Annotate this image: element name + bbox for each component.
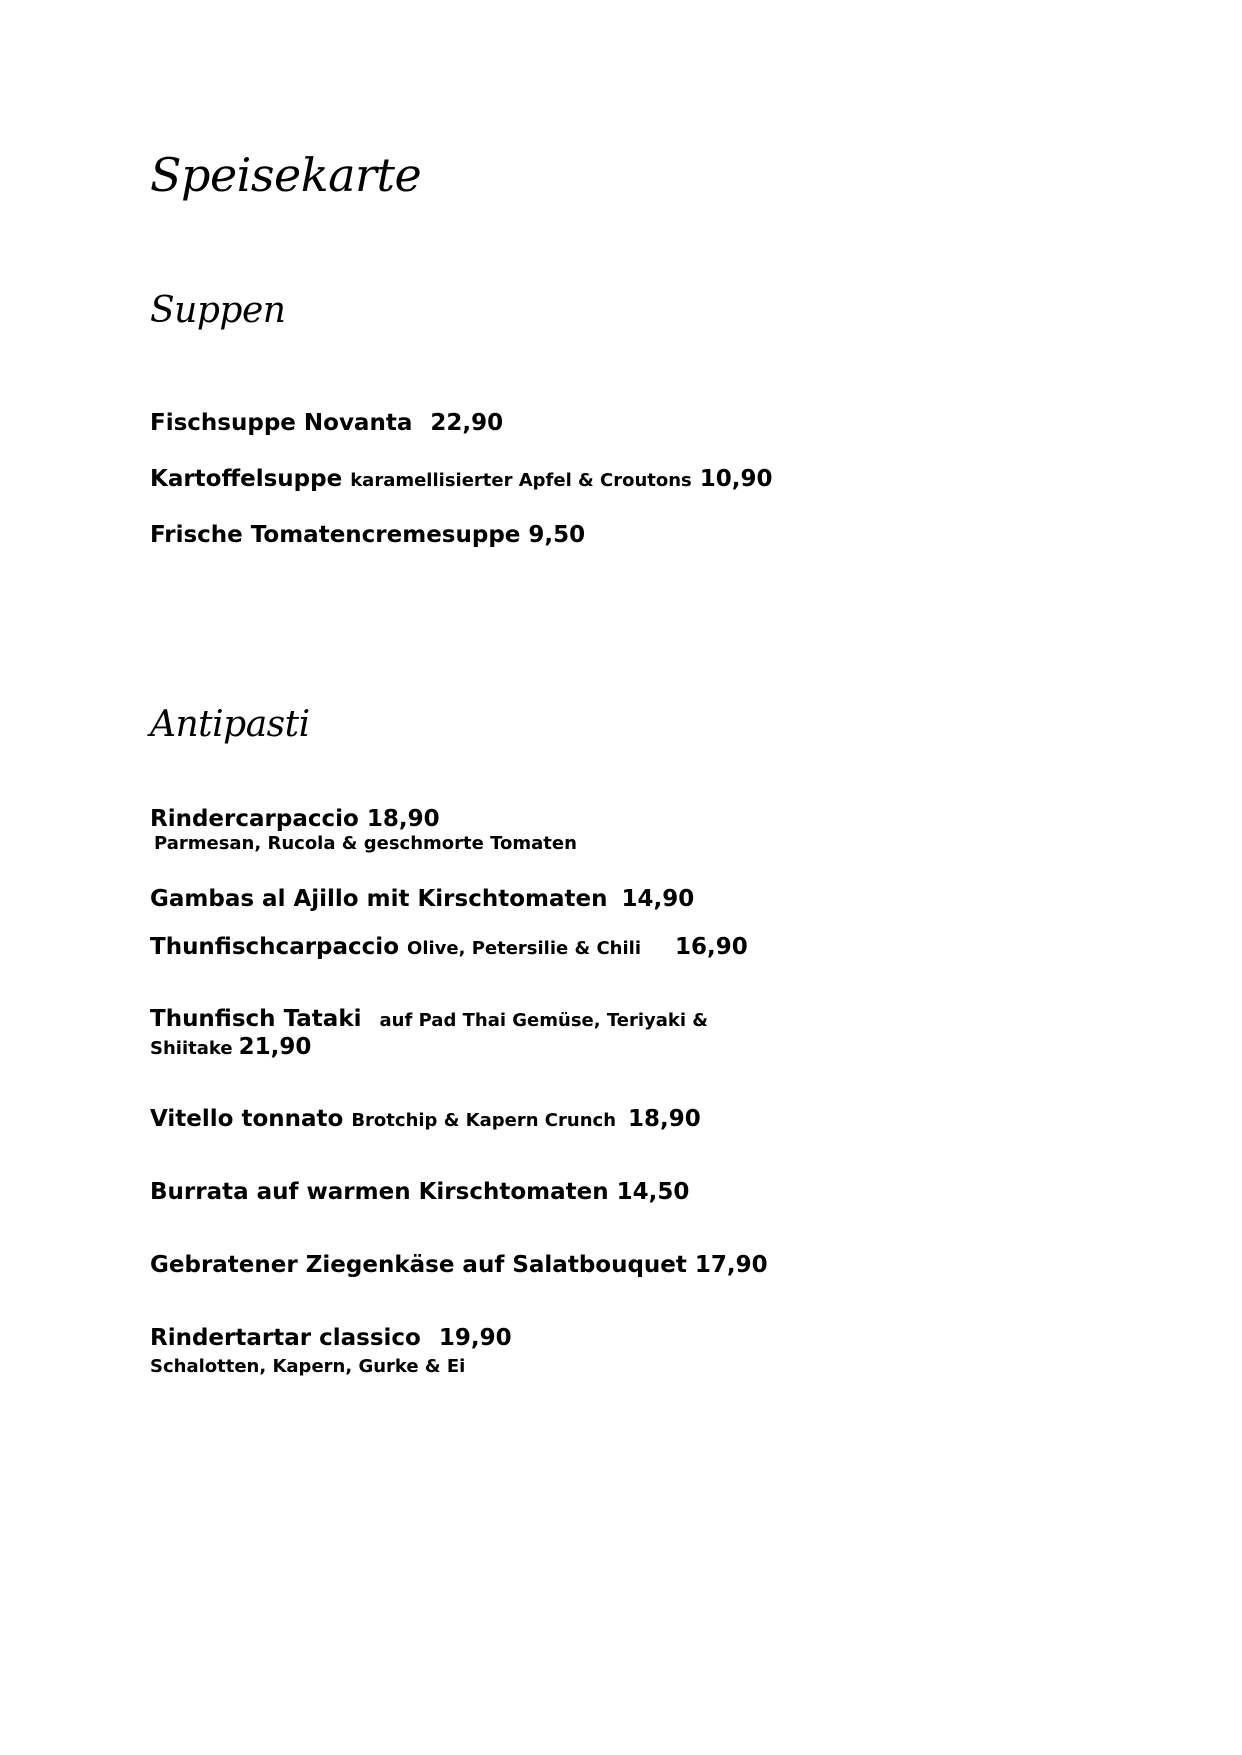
menu-item-gambas: [150, 884, 694, 914]
item-price: 14,50: [616, 1179, 690, 1205]
menu-item-tomatencremesuppe: [150, 520, 585, 550]
item-description: Parmesan, Rucola & geschmorte Tomaten: [154, 833, 577, 854]
item-name: Gebratener Ziegenkäse auf Salatbouquet: [150, 1252, 687, 1278]
item-name: Burrata auf warmen Kirschtomaten: [150, 1179, 609, 1205]
item-price: 19,90: [438, 1325, 512, 1351]
item-name: Rindertartar classico: [150, 1325, 421, 1351]
menu-item-kartoffelsuppe: [150, 464, 773, 496]
item-price: 18,90: [628, 1106, 701, 1132]
menu-item-thunfisch-tataki-line2: [150, 1032, 311, 1064]
item-price: 22,90: [430, 410, 504, 436]
item-name: Thunfisch Tataki: [150, 1006, 362, 1032]
section-heading-antipasti: Antipasti: [150, 704, 310, 745]
item-description: auf Pad Thai Gemüse, Teriyaki &: [379, 1010, 708, 1031]
menu-item-vitello-tonnato: [150, 1104, 701, 1136]
menu-item-fischsuppe: [150, 408, 503, 438]
item-description: Schalotten, Kapern, Gurke & Ei: [150, 1356, 466, 1377]
item-name: Thunfischcarpaccio: [150, 934, 399, 960]
item-description: Brotchip & Kapern Crunch: [351, 1110, 617, 1131]
item-name: Frische Tomatencremesuppe: [150, 522, 521, 548]
item-price: 17,90: [694, 1252, 768, 1278]
item-price: 18,90: [366, 806, 440, 832]
item-price: 16,90: [675, 934, 748, 960]
item-price: 9,50: [528, 522, 586, 548]
item-name: Vitello tonnato: [150, 1106, 344, 1132]
menu-item-rindercarpaccio: [150, 804, 440, 834]
item-name: Kartoffelsuppe: [150, 466, 343, 492]
menu-item-thunfischcarpaccio: [150, 932, 748, 964]
menu-item-burrata: [150, 1177, 689, 1207]
item-name: Gambas al Ajillo mit Kirschtomaten: [150, 886, 608, 912]
item-description: Olive, Petersilie & Chili: [407, 938, 641, 959]
menu-item-ziegenkaese: [150, 1250, 768, 1280]
item-description-continued: Shiitake: [150, 1038, 233, 1059]
item-price: 21,90: [238, 1034, 312, 1060]
item-price: 14,90: [621, 886, 695, 912]
item-name: Rindercarpaccio: [150, 806, 359, 832]
section-heading-suppen: Suppen: [150, 290, 286, 331]
menu-item-rindertartar: [150, 1323, 512, 1353]
page-title: Speisekarte: [150, 148, 422, 202]
item-price: 10,90: [699, 466, 773, 492]
item-name: Fischsuppe Novanta: [150, 410, 413, 436]
item-description: karamellisierter Apfel & Croutons: [350, 470, 692, 491]
